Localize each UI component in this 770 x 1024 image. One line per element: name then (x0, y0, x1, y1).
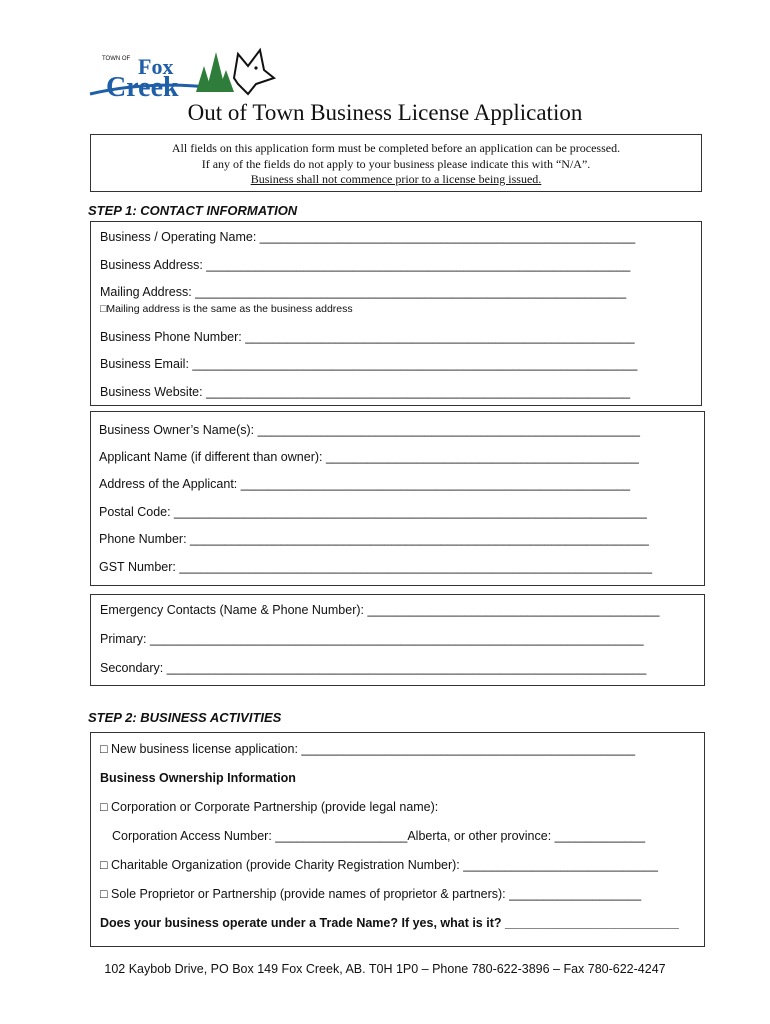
corporation-access-number-field[interactable]: Corporation Access Number: ___________________Alberta, or other province: _____________ (112, 829, 646, 843)
mailing-address-field[interactable]: Mailing Address: ______________________________________________________________ (100, 285, 627, 299)
primary-contact-field[interactable]: Primary: _______________________________________________________________________ (100, 632, 644, 646)
step2-heading: STEP 2: BUSINESS ACTIVITIES (88, 710, 282, 725)
applicant-address-field[interactable]: Address of the Applicant: ________________________________________________________ (99, 477, 631, 491)
business-website-field[interactable]: Business Website: _____________________________________________________________ (100, 385, 631, 399)
business-email-field[interactable]: Business Email: ________________________________________________________________ (100, 357, 638, 371)
postal-code-field[interactable]: Postal Code: ____________________________________________________________________ (99, 505, 647, 519)
town-logo (88, 44, 278, 100)
applicant-name-field[interactable]: Applicant Name (if different than owner): _____________________________________________ (99, 450, 639, 464)
business-address-field[interactable]: Business Address: _____________________________________________________________ (100, 258, 631, 272)
footer-contact: 102 Kaybob Drive, PO Box 149 Fox Creek, AB. T0H 1P0 – Phone 780-622-3896 – Fax 780-622-4247 (104, 962, 666, 976)
business-name-field[interactable]: Business / Operating Name: ______________________________________________________ (100, 230, 636, 244)
owner-info-box (90, 411, 705, 586)
corporation-checkbox[interactable]: □ Corporation or Corporate Partnership (provide legal name): (100, 800, 439, 814)
same-address-checkbox[interactable]: □Mailing address is the same as the business address (100, 303, 353, 315)
notice-line-1: All fields on this application form must be completed before an application can be processed. (171, 141, 621, 155)
notice-box (90, 134, 702, 192)
new-application-checkbox[interactable]: □ New business license application: ________________________________________________ (100, 742, 636, 756)
secondary-contact-field[interactable]: Secondary: _____________________________________________________________________ (100, 661, 647, 675)
charitable-organization-checkbox[interactable]: □ Charitable Organization (provide Charity Registration Number): ____________________________ (100, 858, 658, 872)
logo-word-fox: Fox (138, 54, 174, 79)
emergency-box (90, 594, 705, 686)
owner-names-field[interactable]: Business Owner’s Name(s): _______________________________________________________ (99, 423, 640, 437)
trade-name-field[interactable]: Does your business operate under a Trade Name? If yes, what is it? _________________________ (100, 916, 679, 930)
business-activities-box (90, 732, 705, 947)
business-phone-field[interactable]: Business Phone Number: ________________________________________________________ (100, 330, 635, 344)
gst-number-field[interactable]: GST Number: ____________________________________________________________________ (99, 560, 653, 574)
contact-info-box (90, 221, 702, 406)
notice-line-3: Business shall not commence prior to a license being issued. (250, 172, 542, 186)
sole-proprietor-checkbox[interactable]: □ Sole Proprietor or Partnership (provide names of proprietor & partners): ___________________ (100, 887, 642, 901)
page-title: Out of Town Business License Application (187, 100, 583, 125)
logo-small-text: TOWN OF (102, 56, 131, 62)
ownership-info-heading: Business Ownership Information (100, 771, 296, 785)
notice-line-2: If any of the fields do not apply to your business please indicate this with “N/A”. (201, 156, 591, 171)
logo-word-creek: Creek (106, 72, 179, 100)
emergency-contacts-field[interactable]: Emergency Contacts (Name & Phone Number): __________________________________________ (100, 603, 660, 617)
step1-heading: STEP 1: CONTACT INFORMATION (88, 203, 298, 218)
phone-number-field[interactable]: Phone Number: __________________________________________________________________ (99, 532, 649, 546)
